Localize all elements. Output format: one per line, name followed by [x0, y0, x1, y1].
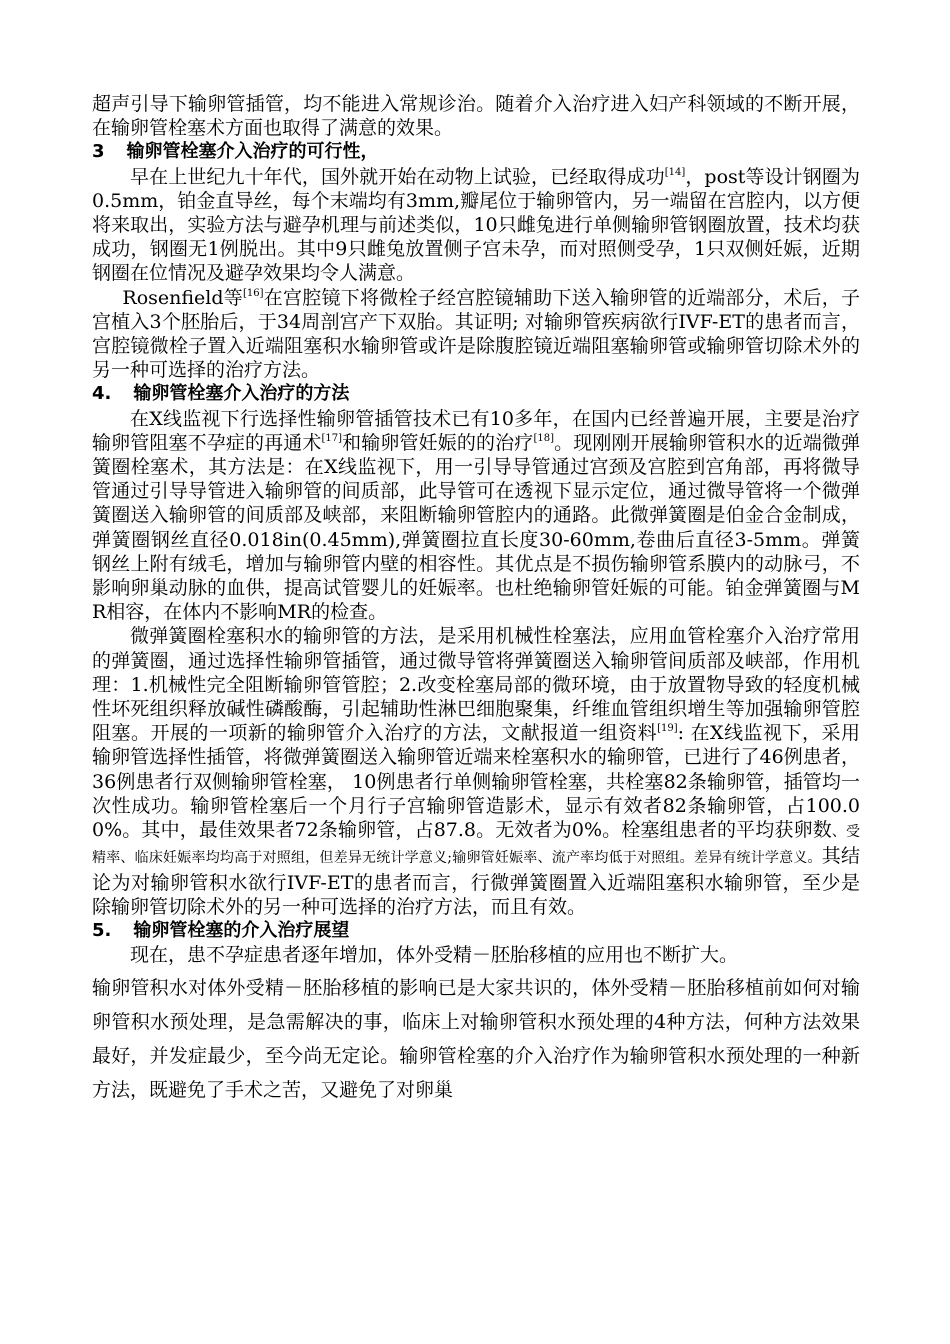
citation: [17] — [321, 432, 343, 444]
text-run: 早在上世纪九十年代，国外就开始在动物上试验，已经取得成功 — [130, 165, 665, 188]
text-run: 微弹簧圈栓塞积水的输卵管的方法，是采用机械性栓塞法，应用血管栓塞介入治疗常用的弹簧圈，通过选择性输卵管插管，通过微导管将弹簧圈送入输卵管间质部及峡部，作用机理：1.机械性完全阻断输卵管管腔；2.改变栓塞局部的微环境，由于放置物导致的轻度机械性坏死组织释放碱性磷酸酶，引起辅助性淋巴细胞聚集，纤维血管组织增生等加强输卵管腔阻塞。开展的一项新的输卵管介入治疗的方法，文献报道一组资料 — [92, 625, 860, 745]
paragraph-microcoil — [92, 624, 860, 918]
paragraph-outlook: 输卵管积水对体外受精－胚胎移植的影响已是大家共识的，体外受精－胚胎移植前如何对输卵管积水预处理，是急需解决的事，临床上对输卵管积水预处理的4种方法，何种方法效果最好，并发症最少，至今尚无定论。输卵管栓塞的介入治疗作为输卵管积水预处理的一种新方法，既避免了手术之苦，又避免了对卵巢 — [92, 977, 860, 1102]
citation: [14] — [664, 166, 686, 178]
text-run: Rosenfield等 — [122, 286, 244, 309]
paragraph-method — [92, 407, 860, 625]
heading-text: 输卵管栓塞介入治疗的方法 — [133, 383, 350, 405]
heading-text: 输卵管栓塞的介入治疗展望 — [133, 919, 350, 941]
paragraph-animal-trials — [92, 165, 860, 286]
text-run: 。现刚刚开展输卵管积水的近端微弹簧圈栓塞术，其方法是：在X线监视下，用一引导导管通过宫颈及宫腔到宫角部，再将微导管通过引导导管进入输卵管的间质部，此导管可在透视下显示定位，通过微导管将一个微弹簧圈送入输卵管的间质部及峡部，来阻断输卵管腔内的通路。此微弹簧圈是伯金合金制成，弹簧圈钢丝直径0.018in(0.45mm),弹簧圈拉直长度30-60mm,卷曲后直径3-5mm。弹簧钢丝上附有绒毛，增加与输卵管内壁的相容性。其优点是不损伤输卵管系膜内的动脉弓，不影响卵巢动脉的血供，提高试管婴儿的妊娠率。也杜绝输卵管妊娠的可能。铂金弹簧圈与MR相容，在体内不影响MR的检查。 — [92, 431, 860, 624]
text-run: 其结论为对输卵管积水欲行IVF-ET的患者而言，行微弹簧圈置入近端阻塞积水输卵管，至少是除输卵管切除术外的另一种可选择的治疗方法，而且有效。 — [92, 845, 860, 918]
text-run: 在X线监视下行选择性输卵管插管技术已有10多年，在国内已经普遍开展，主要是治疗输卵管阻塞不孕症的再通术 — [92, 407, 860, 454]
text-run: ，post等设计钢圈为0.5mm，铂金直导丝，每个末端均有3mm,瓣尾位于输卵管内，另一端留在宫腔内，以方便将来取出，实验方法与避孕机理与前述类似，10只雌兔进行单侧输卵管钢圈放置，技术均获成功，钢圈无1例脱出。其中9只雌兔放置侧子宫未孕，而对照侧受孕，1只双侧妊娠，近期钢圈在位情况及避孕效果均令人满意。 — [92, 165, 860, 285]
text-run: 在宫腔镜下将微栓子经宫腔镜辅助下送入输卵管的近端部分，术后，子宫植入3个胚胎后，于34周剖宫产下双胎。其证明; 对输卵管疾病欲行IVF-ET的患者而言， 宫腔镜微栓子置入近端阻塞积水输卵管或许是除腹腔镜近端阻塞输卵管或输卵管切除术外的另一种可选择的治疗方法。 — [92, 286, 860, 382]
citation: [19] — [657, 723, 678, 735]
heading-number: 3 — [92, 141, 105, 163]
heading-text: 输卵管栓塞介入治疗的可行性， — [126, 141, 379, 163]
paragraph-outlook-lead — [92, 943, 860, 967]
text-run: 现在，患不孕症患者逐年增加，体外受精－胚胎移植的应用也不断扩大。 — [130, 944, 739, 967]
document-page — [92, 92, 860, 1107]
heading-section-4 — [92, 382, 860, 406]
paragraph-rosenfield — [92, 286, 860, 383]
heading-section-5 — [92, 919, 860, 943]
heading-number: 4. — [92, 383, 112, 405]
text-run: 和输卵管妊娠的的治疗 — [342, 431, 534, 454]
text-run: : 在X线监视下，采用输卵管选择性插管，将微弹簧圈送入输卵管近端来栓塞积水的输卵管，已进行了46例患者， 36例患者行双侧输卵管栓塞， 10例患者行单侧输卵管栓塞，共栓塞82条输卵管，插管均一次性成功。输卵管栓塞后一个月行子宫输卵管造影术，显示有效者82条输卵管，占100.00%。其中，最佳效果者72条输卵管，占87.8。无效者为0%。栓塞组患者的平均获卵数 — [92, 722, 860, 842]
paragraph-intro: 超声引导下输卵管插管，均不能进入常规诊治。随着介入治疗进入妇产科领域的不断开展，在输卵管栓塞术方面也取得了满意的效果。 — [92, 93, 860, 140]
citation: [16] — [243, 287, 264, 299]
citation: [18] — [533, 432, 554, 444]
heading-section-3 — [92, 140, 860, 164]
heading-number: 5. — [92, 919, 112, 941]
text-run-small: 、受精率、临床妊娠率均均高于对照组，但差异无统计学意义;输卵管妊娠率、流产率均低于对照组。差异有统计学意义。 — [92, 824, 861, 867]
